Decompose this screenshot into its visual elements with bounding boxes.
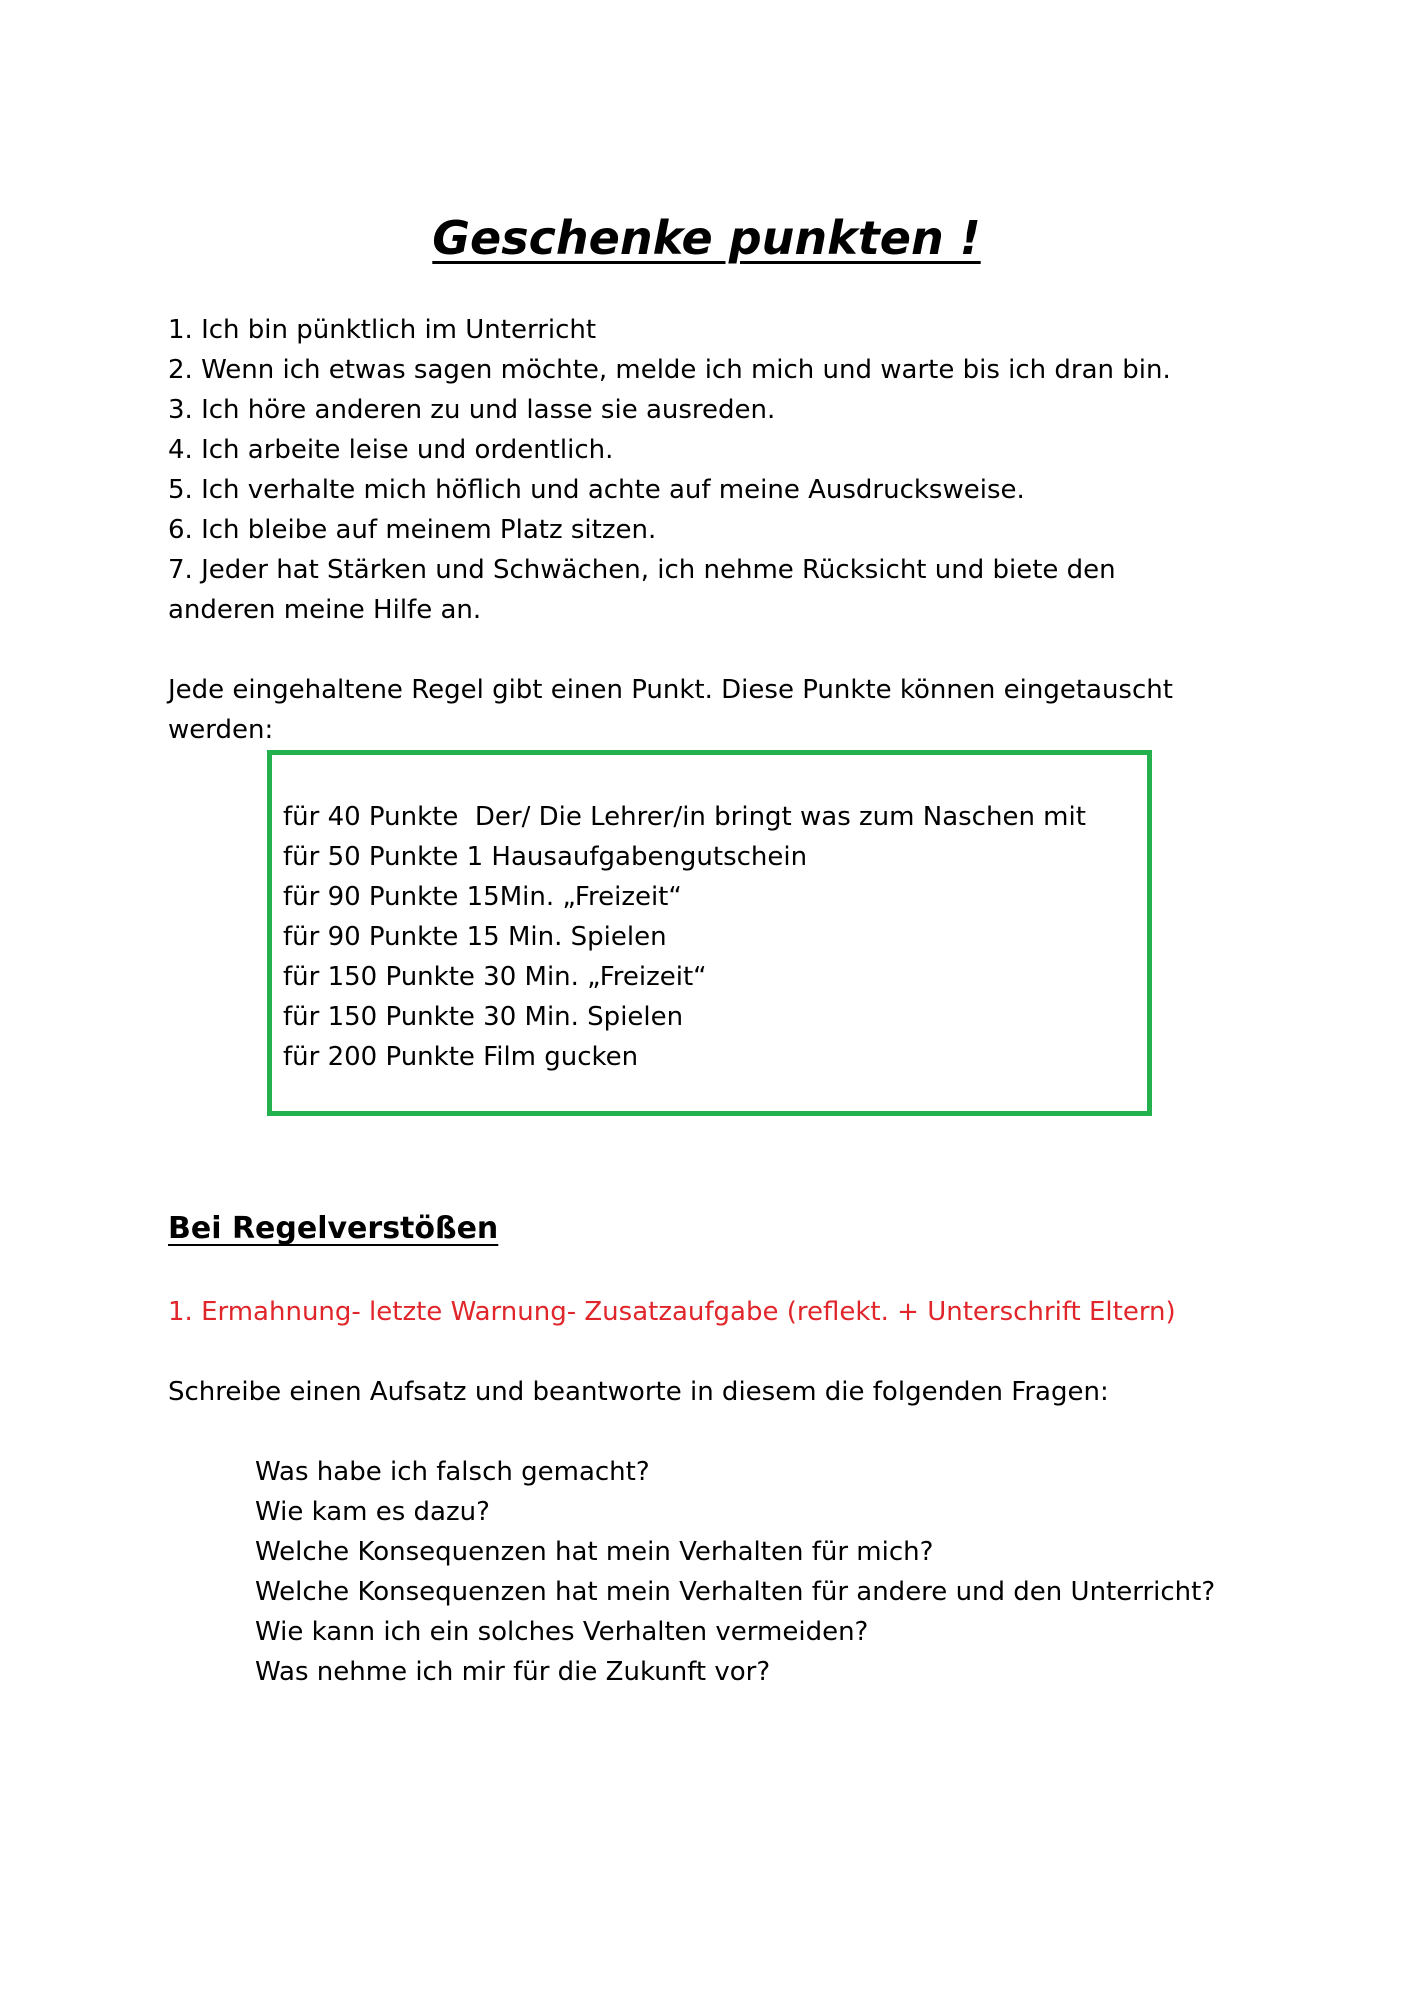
reward-item: für 90 Punkte 15Min. „Freizeit“ xyxy=(283,882,682,912)
reward-item: für 150 Punkte 30 Min. „Freizeit“ xyxy=(283,962,707,992)
points-intro xyxy=(168,670,1288,750)
essay-instruction: Schreibe einen Aufsatz und beantworte in diesem die folgenden Fragen: xyxy=(168,1377,1109,1407)
question-item: Welche Konsequenzen hat mein Verhalten für andere und den Unterricht? xyxy=(255,1577,1216,1607)
rule-item: 3. Ich höre anderen zu und lasse sie ausreden. xyxy=(168,395,776,425)
question-item: Wie kann ich ein solches Verhalten vermeiden? xyxy=(255,1617,869,1647)
reward-item: für 200 Punkte Film gucken xyxy=(283,1042,639,1072)
question-item: Welche Konsequenzen hat mein Verhalten für mich? xyxy=(255,1537,934,1567)
rule-item: 7. Jeder hat Stärken und Schwächen, ich nehme Rücksicht und biete den xyxy=(168,555,1116,585)
rule-item: 5. Ich verhalte mich höflich und achte auf meine Ausdrucksweise. xyxy=(168,475,1025,505)
question-item: Wie kam es dazu? xyxy=(255,1497,490,1527)
warning-steps: 1. Ermahnung- letzte Warnung- Zusatzaufgabe (reflekt. + Unterschrift Eltern) xyxy=(168,1297,1176,1327)
reward-item: für 40 Punkte Der/ Die Lehrer/in bringt was zum Naschen mit xyxy=(283,802,1086,832)
points-intro-line: Jede eingehaltene Regel gibt einen Punkt. Diese Punkte können eingetauscht xyxy=(168,675,1173,705)
rule-item: 6. Ich bleibe auf meinem Platz sitzen. xyxy=(168,515,657,545)
reward-item: für 50 Punkte 1 Hausaufgabengutschein xyxy=(283,842,808,872)
reward-item: für 90 Punkte 15 Min. Spielen xyxy=(283,922,667,952)
page-title: Geschenke punkten ! xyxy=(432,211,981,265)
rule-item-continuation: anderen meine Hilfe an. xyxy=(168,595,482,625)
rules-list xyxy=(168,310,1288,630)
question-item: Was habe ich falsch gemacht? xyxy=(255,1457,650,1487)
rule-item: 1. Ich bin pünktlich im Unterricht xyxy=(168,315,597,345)
rewards-list xyxy=(283,797,1143,1077)
reflection-questions xyxy=(255,1452,1355,1692)
rule-item: 2. Wenn ich etwas sagen möchte, melde ich mich und warte bis ich dran bin. xyxy=(168,355,1171,385)
violations-heading: Bei Regelverstößen xyxy=(168,1211,499,1246)
points-intro-line: werden: xyxy=(168,715,274,745)
rule-item: 4. Ich arbeite leise und ordentlich. xyxy=(168,435,614,465)
reward-item: für 150 Punkte 30 Min. Spielen xyxy=(283,1002,684,1032)
question-item: Was nehme ich mir für die Zukunft vor? xyxy=(255,1657,771,1687)
